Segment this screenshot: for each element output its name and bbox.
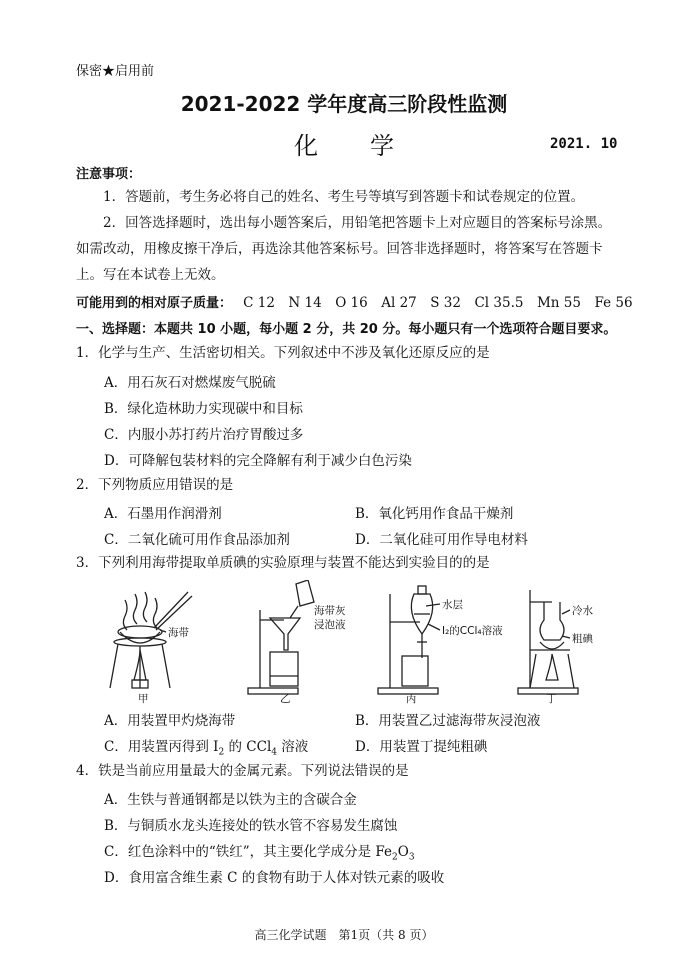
q2-option-a: A．石墨用作润滑剂 [104, 506, 222, 522]
yi-note-1: 海带灰 [314, 605, 346, 617]
q4-option-c: C．红色涂料中的“铁红”，其主要化学成分是 $Fe_2O_3$ [104, 844, 415, 863]
ding-note-2: 粗碘 [572, 633, 593, 645]
atomic-mass-line [76, 292, 633, 312]
q3-option-d: D．用装置丁提纯粗碘 [355, 739, 488, 755]
jia-note: 海带 [168, 627, 189, 639]
jia-label: 甲 [138, 693, 149, 705]
q2-stem: 2．下列物质应用错误的是 [76, 477, 234, 493]
q4-option-b: B．与铜质水龙头连接处的铁水管不容易发生腐蚀 [104, 818, 398, 834]
subject-title: 化学 [294, 132, 446, 160]
exam-date: 2021. 10 [550, 136, 618, 152]
q4-option-d: D．食用富含维生素 C 的食物有助于人体对铁元素的吸收 [104, 870, 445, 886]
q3-apparatus-figure [100, 580, 600, 705]
atomic-mass-values: C 12 N 14 O 16 Al 27 S 32 Cl 35.5 Mn 55 Fe 56 [243, 295, 633, 311]
ding-note-1: 冷水 [572, 605, 593, 617]
notice-heading: 注意事项： [76, 167, 142, 182]
q2-option-d: D．二氧化硅可用作导电材料 [355, 532, 528, 548]
q3-option-a: A．用装置甲灼烧海带 [104, 713, 236, 729]
ding-label: 丁 [546, 693, 557, 705]
q1-stem: 1．化学与生产、生活密切相关。下列叙述中不涉及氧化还原反应的是 [76, 345, 490, 361]
q3-option-b: B．用装置乙过滤海带灰浸泡液 [355, 713, 541, 729]
q1-option-c: C．内服小苏打药片治疗胃酸过多 [104, 427, 304, 443]
q1-option-b: B．绿化造林助力实现碳中和目标 [104, 401, 303, 417]
yi-note-2: 浸泡液 [314, 619, 346, 631]
q1-option-d: D．可降解包装材料的完全降解有利于减少白色污染 [104, 453, 412, 469]
bing-note-1: 水层 [442, 599, 463, 611]
q2-option-b: B．氧化钙用作食品干燥剂 [355, 506, 514, 522]
q4-stem: 4．铁是当前应用量最大的金属元素。下列说法错误的是 [76, 763, 409, 779]
section-heading: 一、选择题：本题共 10 小题，每小题 2 分，共 20 分。每小题只有一个选项符合题目要求。 [76, 322, 617, 337]
q4-option-a: A．生铁与普通钢都是以铁为主的含碳合金 [104, 792, 357, 808]
apparatus-yi [248, 580, 346, 705]
apparatus-ding [518, 590, 593, 705]
atomic-mass-label: 可能用到的相对原子质量： [76, 296, 233, 311]
apparatus-bing [378, 586, 503, 705]
confidential-mark: 保密★启用前 [76, 64, 155, 79]
page-footer: 高三化学试题 第1页（共 8 页） [254, 928, 434, 942]
notice-item-2: 2．回答选择题时，选出每小题答案后，用铅笔把答题卡上对应题目的答案标号涂黑。如需改动，用橡皮擦干净后，再选涂其他答案标号。回答非选择题时，将答案写在答题卡上。写在本试卷上无效。 [76, 215, 612, 283]
q3-stem: 3．下列利用海带提取单质碘的实验原理与装置不能达到实验目的的是 [76, 555, 490, 571]
q3-option-c: C．用装置丙得到 $I_2$ 的 CCl$_4$ 溶液 [104, 739, 309, 758]
notice-item-1: 1．答题前，考生务必将自己的姓名、考生号等填写到答题卡和试卷规定的位置。 [103, 189, 585, 205]
q1-option-a: A．用石灰石对燃煤废气脱硫 [104, 375, 276, 391]
bing-note-2: I₂的CCl₄溶液 [442, 625, 503, 637]
apparatus-jia [110, 592, 192, 705]
yi-label: 乙 [280, 693, 291, 705]
exam-title: 2021-2022 学年度高三阶段性监测 [180, 92, 508, 116]
q2-option-c: C．二氧化硫可用作食品添加剂 [104, 532, 290, 548]
bing-label: 丙 [406, 693, 417, 705]
